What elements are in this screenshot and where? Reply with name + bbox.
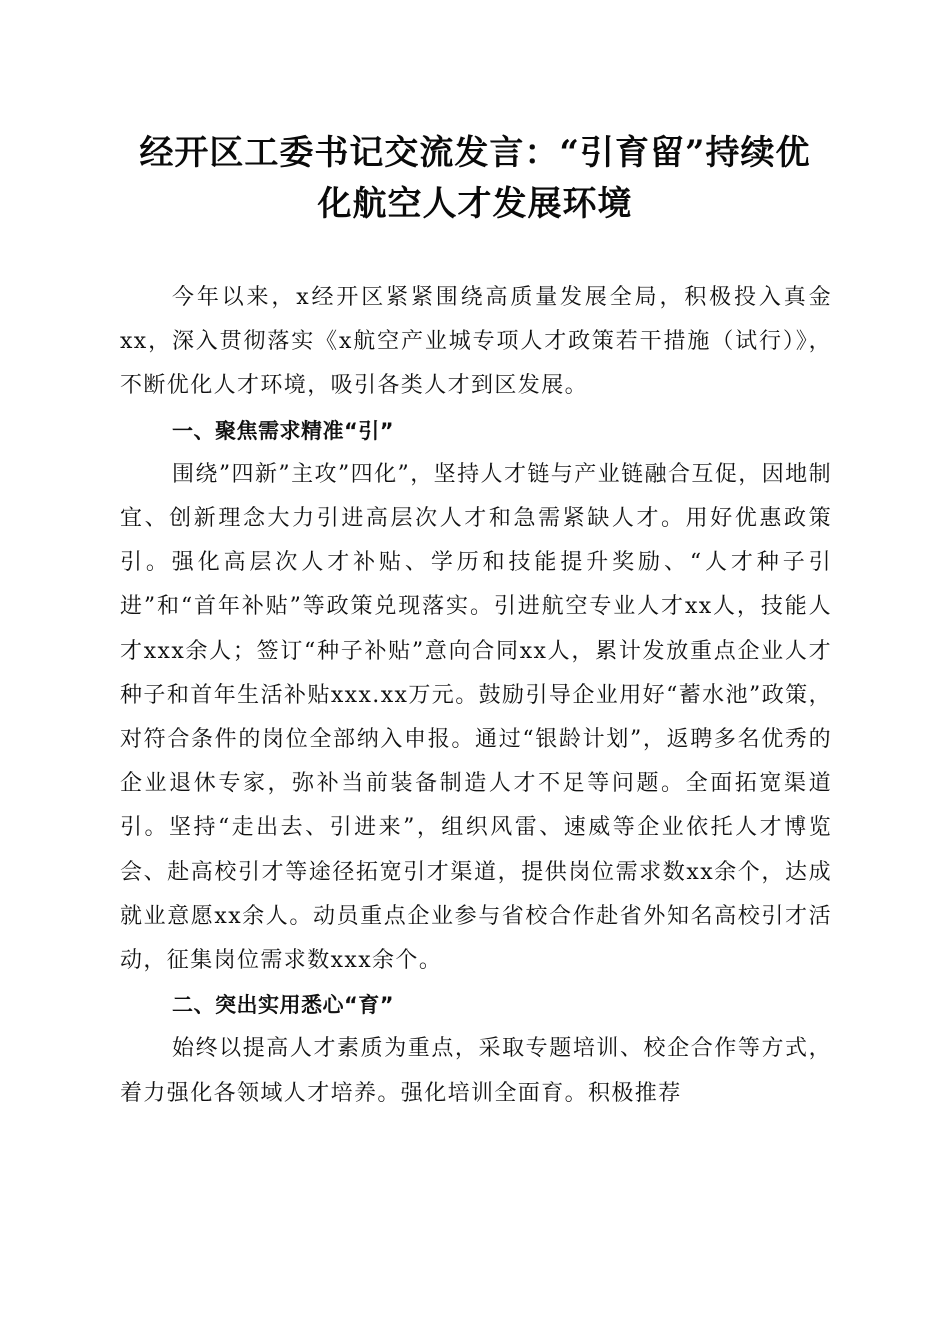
section-1-paragraph: 围绕”四新”主攻”四化”，坚持人才链与产业链融合互促，因地制宜、创新理念大力引进高层次人才和急需紧缺人才。用好优惠政策引。强化高层次人才补贴、学历和技能提升奖励、“人才种子引进”和“首年补贴”等政策兑现落实。引进航空专业人才xx人，技能人才xxx余人；签订“种子补贴”意向合同xx人，累计发放重点企业人才种子和首年生活补贴xxx.xx万元。鼓励引导企业用好“蓄水池”政策，对符合条件的岗位全部纳入申报。通过“银龄计划”，返聘多名优秀的企业退休专家，弥补当前装备制造人才不足等问题。全面拓宽渠道引。坚持“走出去、引进来”，组织风雷、速威等企业依托人才博览会、赴高校引才等途径拓宽引才渠道，提供岗位需求数xx余个，达成就业意愿xx余人。动员重点企业参与省校合作赴省外知名高校引才活动，征集岗位需求数xxx余个。: [120, 461, 832, 974]
section-heading-1: 一、聚焦需求精准“引”: [172, 418, 395, 443]
intro-paragraph: 今年以来，x经开区紧紧围绕高质量发展全局，积极投入真金xx，深入贯彻落实《x航空产业城专项人才政策若干措施（试行）》，不断优化人才环境，吸引各类人才到区发展。: [120, 285, 832, 399]
document-title: [115, 128, 835, 230]
document-body: [120, 276, 832, 1116]
section-2-paragraph: 始终以提高人才素质为重点，采取专题培训、校企合作等方式，着力强化各领域人才培养。强化培训全面育。积极推荐: [120, 1036, 832, 1106]
title-line-1: 经开区工委书记交流发言：“引育留”持续优: [139, 133, 811, 173]
section-heading-2: 二、突出实用悉心“育”: [172, 993, 395, 1018]
title-line-2: 化航空人才发展环境: [317, 184, 633, 224]
